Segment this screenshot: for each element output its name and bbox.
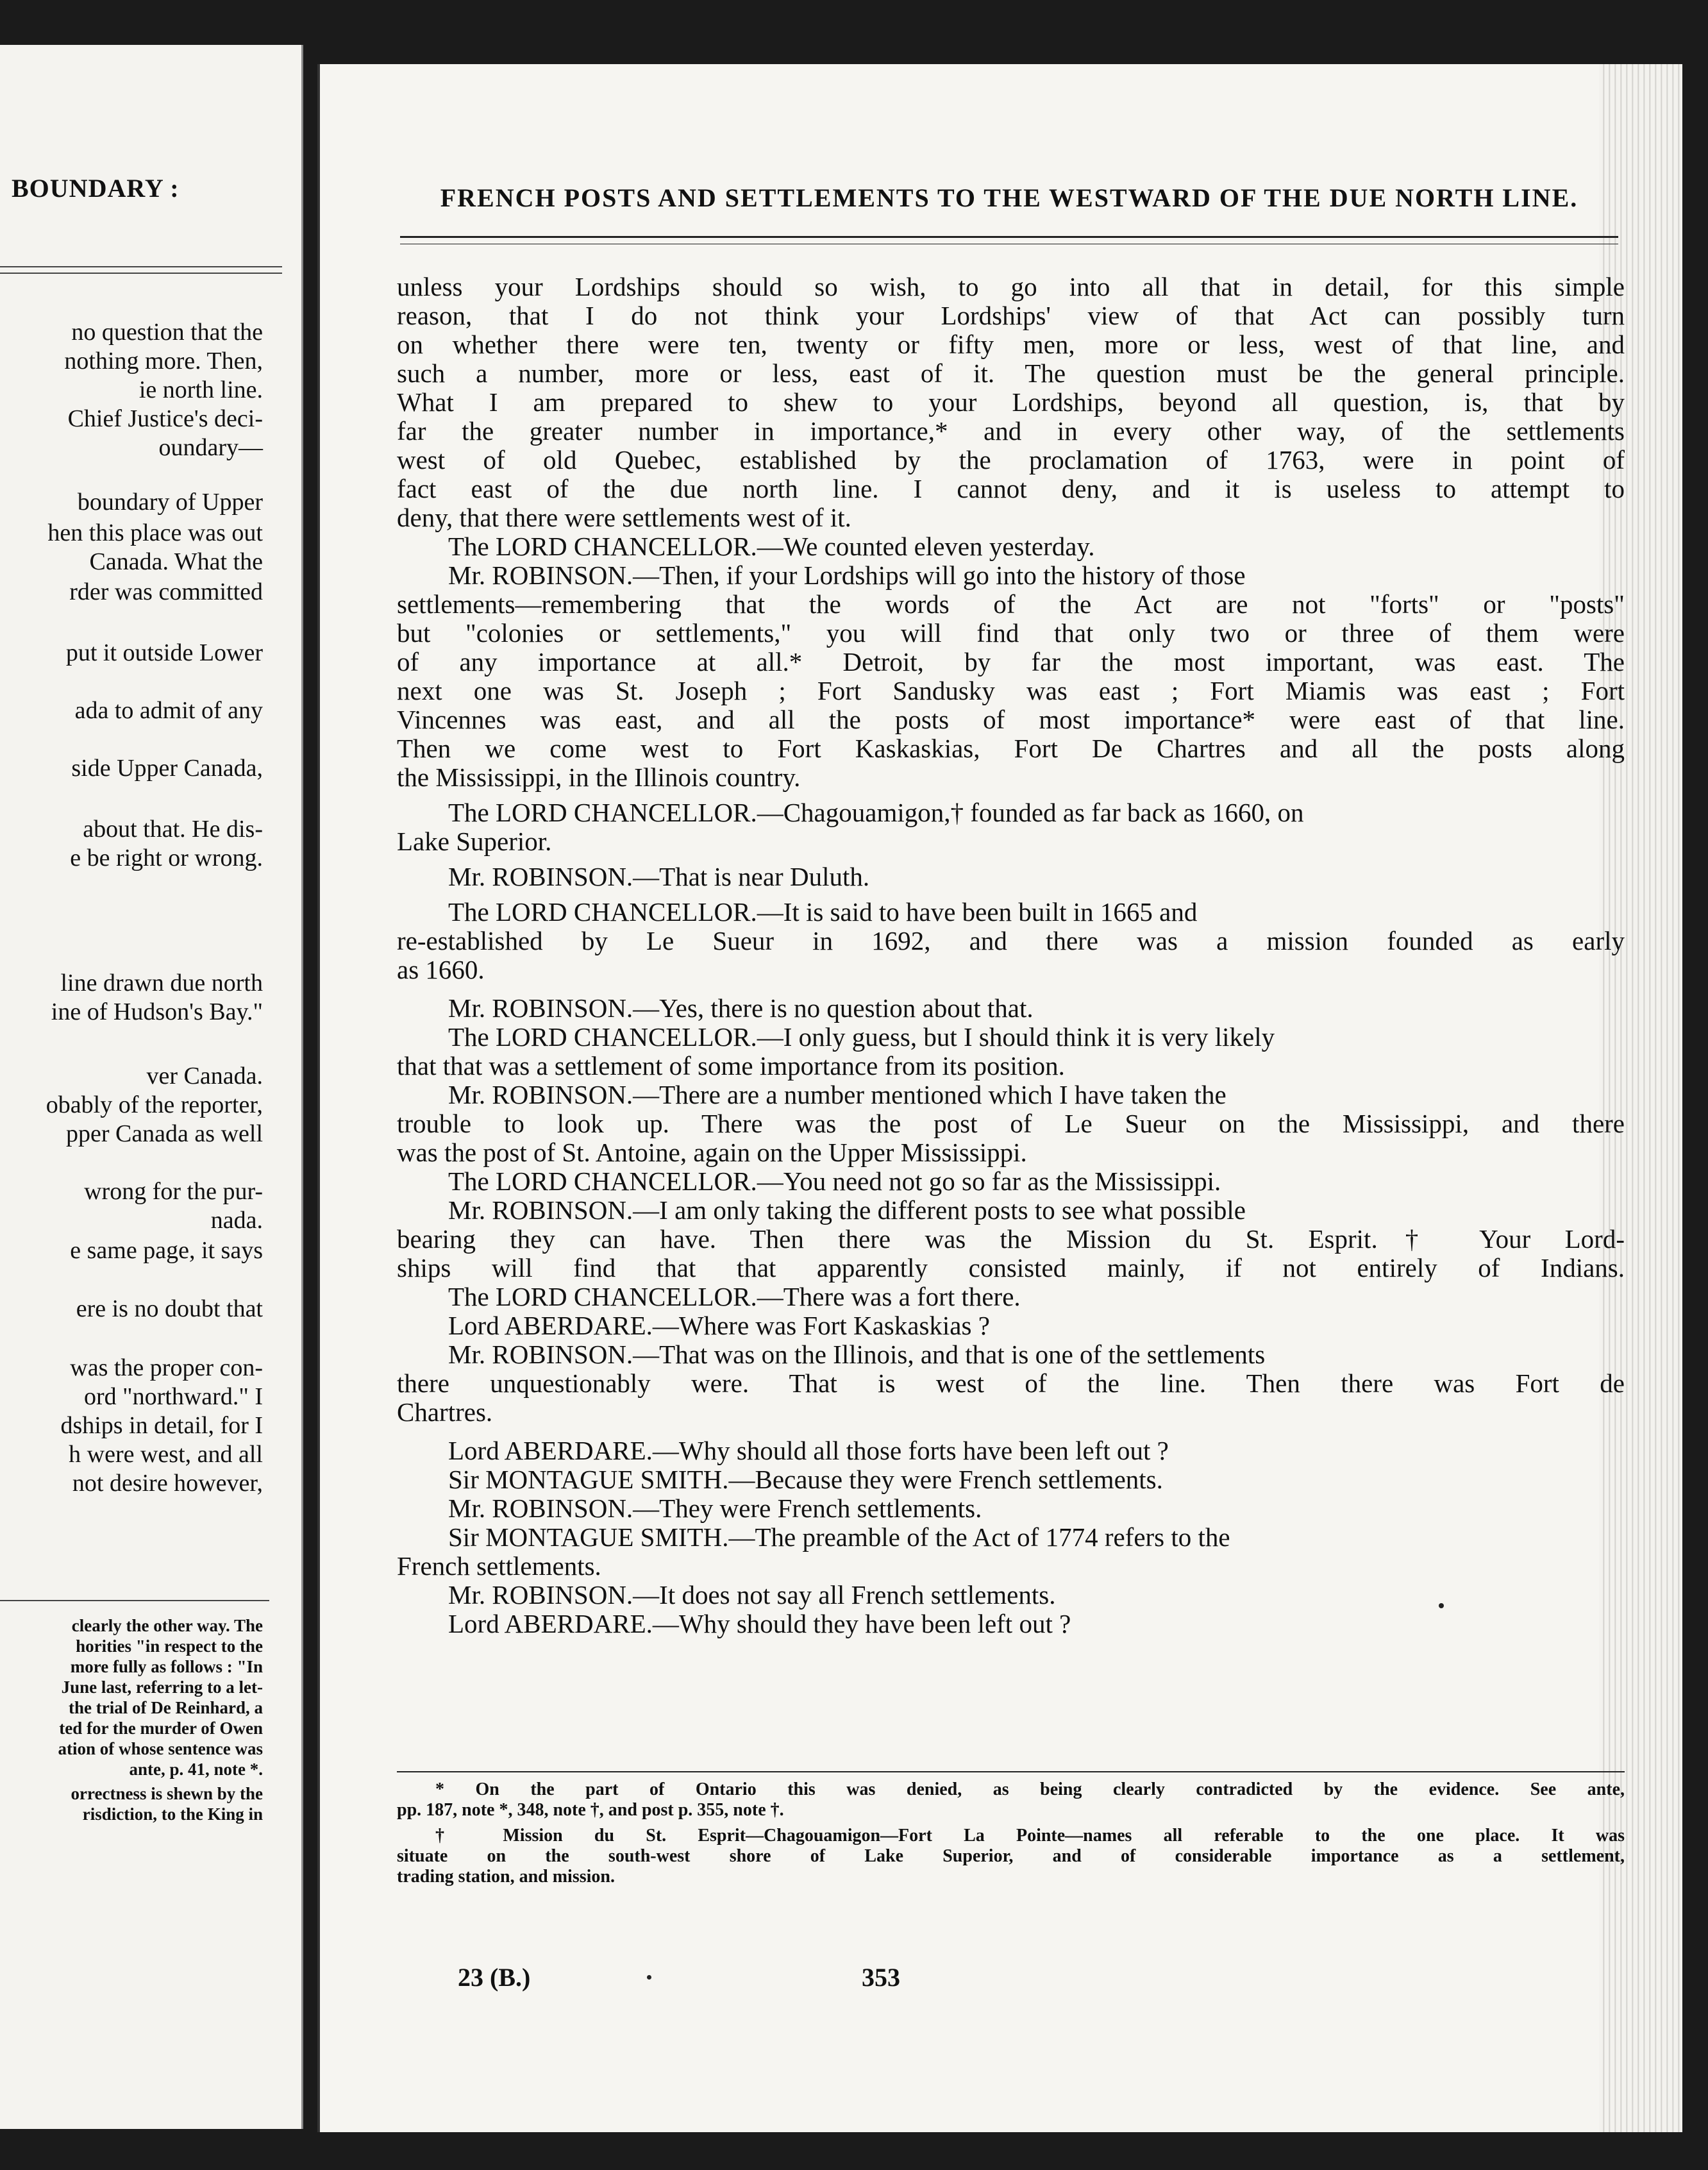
left-text-line: pper Canada as well xyxy=(65,1120,263,1147)
left-header-rule-2 xyxy=(0,273,282,274)
left-footnote-line: ante, p. 41, note *. xyxy=(129,1760,263,1779)
body-line: Lord ABERDARE.—Where was Fort Kaskaskias ? xyxy=(448,1311,990,1340)
left-text-line: ie north line. xyxy=(138,376,263,403)
body-line: Mr. ROBINSON.—That was on the Illinois, and that is one of the settlements xyxy=(448,1340,1266,1369)
left-text-line: Chief Justice's deci- xyxy=(67,405,263,432)
left-text-line: ine of Hudson's Bay." xyxy=(51,998,263,1025)
left-text-line: Canada. What the xyxy=(89,548,263,575)
footer-dot xyxy=(647,1975,651,1980)
left-running-header: BOUNDARY : xyxy=(12,174,180,203)
left-text-line: not desire however, xyxy=(72,1470,263,1497)
left-text-line: oundary— xyxy=(158,434,263,461)
body-line: but "colonies or settlements," you will find that only two or three of them were xyxy=(397,618,1625,648)
left-text-line: no question that the xyxy=(71,319,263,346)
running-header: FRENCH POSTS AND SETTLEMENTS TO THE WESTWARD OF THE DUE NORTH LINE. xyxy=(440,183,1578,212)
footnote-line: pp. 187, note *, 348, note †, and post p. 355, note †. xyxy=(397,1800,784,1820)
left-text-line: h were west, and all xyxy=(69,1441,263,1468)
body-line: Mr. ROBINSON.—They were French settlements. xyxy=(448,1493,982,1523)
body-line: French settlements. xyxy=(397,1551,601,1581)
left-footnote-line: horities "in respect to the xyxy=(76,1636,263,1656)
body-line: The LORD CHANCELLOR.—There was a fort there. xyxy=(448,1282,1021,1311)
body-line: Sir MONTAGUE SMITH.—Because they were French settlements. xyxy=(448,1465,1163,1494)
left-text-line: e be right or wrong. xyxy=(70,845,263,871)
footnote-line: † Mission du St. Esprit—Chagouamigon—Fort La Pointe—names all referable to the one place. It was xyxy=(435,1826,1625,1846)
header-rule xyxy=(400,236,1618,238)
body-line: fact east of the due north line. I cannot deny, and it is useless to attempt to xyxy=(397,474,1625,503)
left-header-rule xyxy=(0,266,282,267)
body-line: of any importance at all.* Detroit, by far the most important, was east. The xyxy=(397,647,1625,677)
left-text-line: ord "northward." I xyxy=(83,1383,263,1410)
left-footnote-line: the trial of De Reinhard, a xyxy=(69,1698,263,1717)
body-line: as 1660. xyxy=(397,955,485,984)
body-line: that that was a settlement of some importance from its position. xyxy=(397,1051,1065,1081)
margin-dot xyxy=(1439,1603,1444,1608)
body-line: The LORD CHANCELLOR.—You need not go so far as the Mississippi. xyxy=(448,1166,1221,1196)
left-footnote-line: ation of whose sentence was xyxy=(58,1739,263,1758)
left-text-line: e same page, it says xyxy=(70,1237,263,1264)
body-line: The LORD CHANCELLOR.—It is said to have been built in 1665 and xyxy=(448,897,1198,927)
left-text-line: put it outside Lower xyxy=(65,639,263,666)
body-line: deny, that there were settlements west of it. xyxy=(397,503,851,532)
body-line: there unquestionably were. That is west of the line. Then there was Fort de xyxy=(397,1368,1625,1398)
left-footnote-line: orrectness is shewn by the xyxy=(71,1784,263,1803)
left-footnote-line: clearly the other way. The xyxy=(71,1616,263,1635)
left-page xyxy=(0,45,303,2129)
body-line: Lord ABERDARE.—Why should all those forts have been left out ? xyxy=(448,1436,1169,1465)
body-line: Chartres. xyxy=(397,1397,493,1427)
body-line: Mr. ROBINSON.—Then, if your Lordships will go into the history of those xyxy=(448,560,1246,590)
body-line: What I am prepared to shew to your Lordships, beyond all question, is, that by xyxy=(397,387,1625,417)
left-text-line: line drawn due north xyxy=(60,970,263,997)
body-line: the Mississippi, in the Illinois country. xyxy=(397,762,801,792)
body-line: ships will find that that apparently consisted mainly, if not entirely of Indians. xyxy=(397,1253,1625,1283)
body-line: Mr. ROBINSON.—That is near Duluth. xyxy=(448,862,870,891)
body-line: Mr. ROBINSON.—Yes, there is no question about that. xyxy=(448,993,1034,1023)
left-text-line: rder was committed xyxy=(69,578,263,605)
body-line: re-established by Le Sueur in 1692, and there was a mission founded as early xyxy=(397,926,1625,955)
body-line: The LORD CHANCELLOR.—Chagouamigon,† founded as far back as 1660, on xyxy=(448,798,1304,827)
body-line: such a number, more or less, east of it. The question must be the general principle. xyxy=(397,358,1625,388)
body-text xyxy=(397,273,1625,1638)
body-line: Mr. ROBINSON.—I am only taking the different posts to see what possible xyxy=(448,1195,1246,1225)
body-line: The LORD CHANCELLOR.—We counted eleven yesterday. xyxy=(448,532,1095,561)
footnote-rule xyxy=(397,1771,1625,1772)
left-text-line: side Upper Canada, xyxy=(71,755,263,782)
body-line: settlements—remembering that the words of the Act are not "forts" or "posts" xyxy=(397,589,1625,619)
left-text-line: about that. He dis- xyxy=(83,816,263,843)
body-line: west of old Quebec, established by the proclamation of 1763, were in point of xyxy=(397,445,1625,475)
right-page xyxy=(317,64,1682,2132)
body-line: reason, that I do not think your Lordships' view of that Act can possibly turn xyxy=(397,301,1625,330)
body-line: was the post of St. Antoine, again on the Upper Mississippi. xyxy=(397,1138,1027,1167)
left-footnote-line: risdiction, to the King in xyxy=(82,1804,263,1824)
left-text-line: ere is no doubt that xyxy=(76,1295,263,1322)
body-line: bearing they can have. Then there was the Mission du St. Esprit.† Your Lord- xyxy=(397,1224,1625,1254)
body-line: Then we come west to Fort Kaskaskias, Fort De Chartres and all the posts along xyxy=(397,734,1625,763)
left-footnote-line: ted for the murder of Owen xyxy=(59,1719,263,1738)
footnote-line: trading station, and mission. xyxy=(397,1867,615,1887)
page-number: 353 xyxy=(862,1963,900,1992)
body-line: on whether there were ten, twenty or fifty men, more or less, west of that line, and xyxy=(397,330,1625,359)
body-line: next one was St. Joseph ; Fort Sandusky was east ; Fort Miamis was east ; Fort xyxy=(397,676,1625,705)
signature-mark: 23 (B.) xyxy=(458,1963,531,1992)
left-text-line: obably of the reporter, xyxy=(46,1091,263,1118)
body-line: Sir MONTAGUE SMITH.—The preamble of the Act of 1774 refers to the xyxy=(448,1522,1230,1552)
left-text-line: nada. xyxy=(210,1207,263,1234)
body-line: The LORD CHANCELLOR.—I only guess, but I should think it is very likely xyxy=(448,1022,1275,1052)
left-footnote-line: June last, referring to a let- xyxy=(61,1678,263,1697)
body-line: unless your Lordships should so wish, to go into all that in detail, for this simple xyxy=(397,272,1625,301)
body-line: Mr. ROBINSON.—It does not say all French settlements. xyxy=(448,1580,1056,1610)
left-text-line: nothing more. Then, xyxy=(64,348,263,374)
body-line: Lord ABERDARE.—Why should they have been left out ? xyxy=(448,1609,1071,1638)
left-text-line: wrong for the pur- xyxy=(84,1178,263,1205)
body-line: Vincennes was east, and all the posts of most importance* were east of that line. xyxy=(397,705,1625,734)
body-line: Lake Superior. xyxy=(397,827,552,856)
footnote-line: situate on the south-west shore of Lake Superior, and of considerable importance as a settlement, xyxy=(397,1846,1625,1866)
left-text-line: was the proper con- xyxy=(70,1354,263,1381)
left-text-line: boundary of Upper xyxy=(77,489,263,516)
left-footnote-rule xyxy=(0,1600,269,1601)
body-line: trouble to look up. There was the post of Le Sueur on the Mississippi, and there xyxy=(397,1109,1625,1138)
body-line: far the greater number in importance,* and in every other way, of the settlements xyxy=(397,416,1625,446)
left-text-line: hen this place was out xyxy=(47,519,263,546)
left-text-line: ver Canada. xyxy=(146,1063,263,1089)
left-text-line: dships in detail, for I xyxy=(60,1412,263,1439)
left-footnote-line: more fully as follows : "In xyxy=(70,1657,263,1676)
body-line: Mr. ROBINSON.—There are a number mentioned which I have taken the xyxy=(448,1080,1227,1109)
footnotes xyxy=(397,1779,1625,1887)
footnote-line: * On the part of Ontario this was denied, as being clearly contradicted by the evidence. See ante, xyxy=(435,1779,1625,1799)
left-text-line: ada to admit of any xyxy=(74,697,263,724)
